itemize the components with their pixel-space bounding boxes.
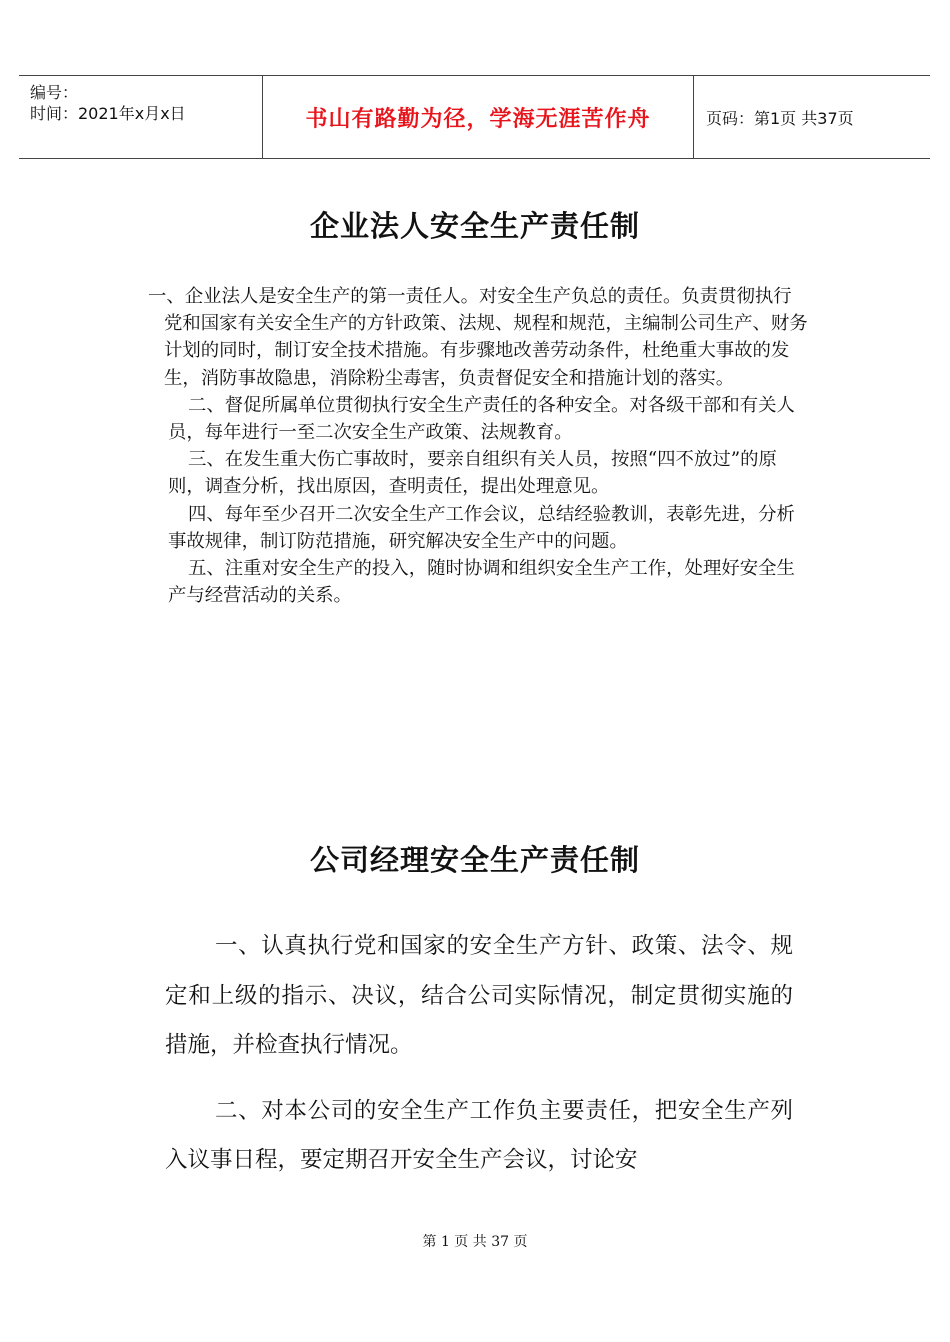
header-page-info: 页码：第1页 共37页	[706, 108, 854, 128]
section1-paragraph-1: 一、企业法人是安全生产的第一责任人。对安全生产负总的责任。负责贯彻执行党和国家有关安全生产的方针政策、法规、规程和规范，主编制公司生产、财务计划的同时，制订安全技术措施。有步骤地改善劳动条件，杜绝重大事故的发生，消防事故隐患，消除粉尘毒害，负责督促安全和措施计划的落实。	[148, 286, 808, 389]
section2-body	[165, 922, 793, 1202]
page-header	[19, 75, 930, 159]
section2-paragraph-2: 二、对本公司的安全生产工作负主要责任，把安全生产列入议事日程，要定期召开安全生产会议，讨论安	[165, 1097, 793, 1173]
section1-paragraph-5: 五、注重对安全生产的投入，随时协调和组织安全生产工作，处理好安全生产与经营活动的关系。	[168, 558, 795, 607]
header-meta	[19, 76, 263, 158]
section1-paragraph-3: 三、在发生重大伤亡事故时，要亲自组织有关人员，按照“四不放过”的原则，调查分析，找出原因，查明责任，提出处理意见。	[168, 449, 777, 498]
section1-paragraph-2: 二、督促所属单位贯彻执行安全生产责任的各种安全。对各级干部和有关人员，每年进行一至二次安全生产政策、法规教育。	[168, 394, 795, 444]
section1-paragraph-4: 四、每年至少召开二次安全生产工作会议，总结经验教训，表彰先进，分析事故规律，制订防范措施，研究解决安全生产中的问题。	[168, 503, 795, 552]
section1-body	[148, 283, 808, 609]
page-footer: 第 1 页 共 37 页	[422, 1234, 528, 1250]
section2-paragraph-1: 一、认真执行党和国家的安全生产方针、政策、法令、规定和上级的指示、决议，结合公司实际情况，制定贯彻实施的措施，并检查执行情况。	[165, 933, 793, 1058]
section1-title: 企业法人安全生产责任制	[309, 209, 640, 243]
document-number-label: 编号：	[30, 83, 79, 102]
document-time-label: 时间：2021年x月x日	[30, 104, 186, 123]
header-motto: 书山有路勤为径，学海无涯苦作舟	[263, 76, 694, 158]
section2-title: 公司经理安全生产责任制	[309, 843, 640, 877]
